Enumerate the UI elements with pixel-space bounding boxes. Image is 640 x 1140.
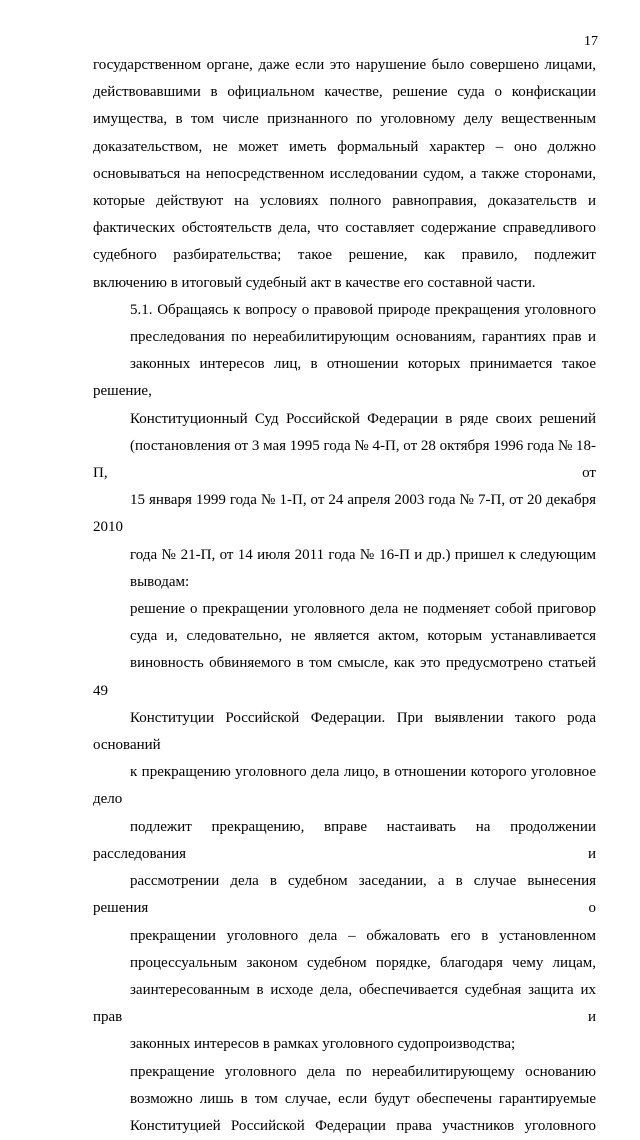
text-line: государственном органе, даже если это нарушение было совершено лицами, xyxy=(93,57,596,73)
text-line: которые действуют на условиях полного равноправия, доказательств и xyxy=(93,193,596,210)
text-line: прекращении уголовного дела – обжаловать его в установленном xyxy=(130,927,596,944)
text-line: преследования по нереабилитирующим основаниям, гарантиях прав и xyxy=(130,329,596,346)
text-line: действовавшими в официальном качестве, решение суда о конфискации xyxy=(93,84,596,101)
text-line: суда и, следовательно, не является актом, которым устанавливается xyxy=(130,628,596,645)
text-line: решение о прекращении уголовного дела не подменяет собой приговор xyxy=(130,601,596,618)
text-line: фактических обстоятельств дела, что составляет содержание справедливого xyxy=(93,220,596,237)
text-line: (постановления от 3 мая 1995 года № 4-П, от 28 октября 1996 года № 18-П, от xyxy=(93,437,596,482)
page-number: 17 xyxy=(584,34,598,49)
paragraph xyxy=(93,52,596,297)
text-line: 5.1. Обращаясь к вопросу о правовой природе прекращения уголовного xyxy=(130,301,596,318)
text-line: прекращение уголовного дела по нереабилитирующему основанию xyxy=(130,1063,596,1080)
paragraph xyxy=(93,1059,596,1140)
text-line: включению в итоговый судебный акт в качестве его составной части. xyxy=(93,274,536,291)
text-line: года № 21-П, от 14 июля 2011 года № 16-П и др.) пришел к следующим xyxy=(130,546,596,563)
paragraph xyxy=(93,297,596,596)
text-line: имущества, в том числе признанного по уголовному делу вещественным xyxy=(93,111,596,128)
text-line: процессуальным законом судебном порядке, благодаря чему лицам, xyxy=(130,954,596,971)
text-line: подлежит прекращению, вправе настаивать на продолжении расследования и xyxy=(93,818,596,862)
paragraph xyxy=(93,596,596,1058)
text-line: основываться на непосредственном исследовании судом, а также сторонами, xyxy=(93,165,596,182)
text-line: к прекращению уголовного дела лицо, в отношении которого уголовное дело xyxy=(93,764,596,808)
text-line: рассмотрении дела в судебном заседании, а в случае вынесения решения о xyxy=(93,873,596,917)
text-line: Конституцией Российской Федерации права участников уголовного xyxy=(130,1117,596,1134)
document-body xyxy=(93,52,596,1140)
text-line: 15 января 1999 года № 1-П, от 24 апреля 2003 года № 7-П, от 20 декабря 2010 xyxy=(93,492,596,536)
text-line: выводам: xyxy=(130,573,190,590)
text-line: виновность обвиняемого в том смысле, как это предусмотрено статьей 49 xyxy=(93,655,596,699)
text-line: законных интересов лиц, в отношении которых принимается такое решение, xyxy=(93,356,596,400)
text-line: законных интересов в рамках уголовного судопроизводства; xyxy=(130,1036,516,1053)
text-line: заинтересованным в исходе дела, обеспечивается судебная защита их прав и xyxy=(93,981,596,1026)
text-line: доказательством, не может иметь формальный характер – оно должно xyxy=(93,138,596,155)
text-line: возможно лишь в том случае, если будут обеспечены гарантируемые xyxy=(130,1090,596,1107)
text-line: Конституционный Суд Российской Федерации в ряде своих решений xyxy=(130,410,596,427)
text-line: Конституции Российской Федерации. При выявлении такого рода оснований xyxy=(93,709,596,754)
text-line: судебного разбирательства; такое решение, как правило, подлежит xyxy=(93,247,596,264)
